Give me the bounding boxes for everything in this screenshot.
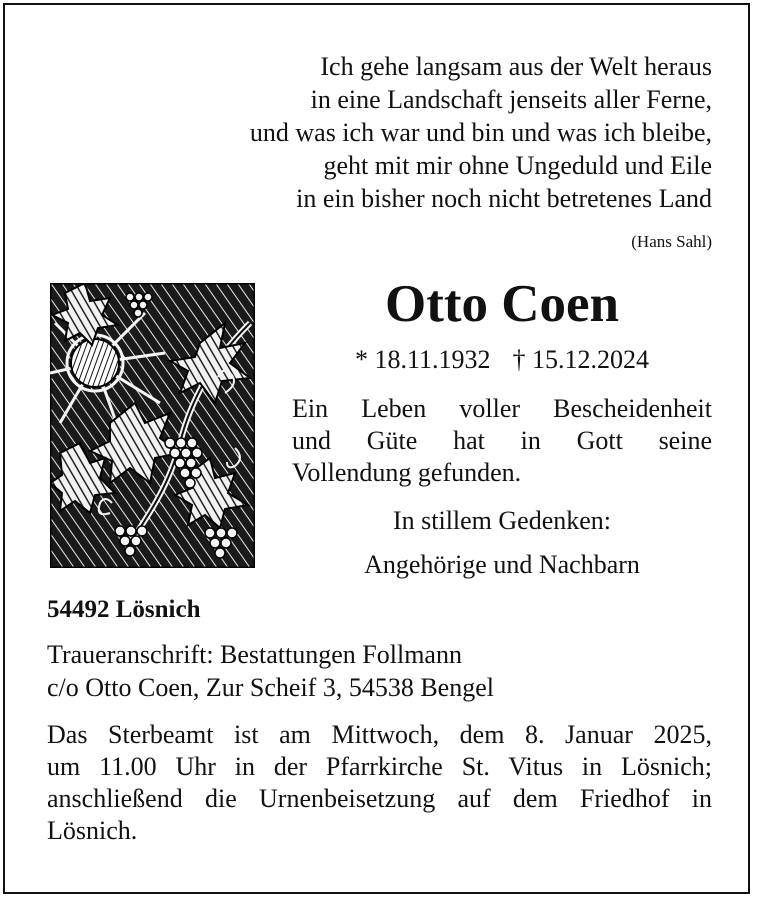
death-date: † 15.12.2024 <box>512 345 650 374</box>
service-line: Lösnich. <box>47 816 138 845</box>
life-dates <box>292 344 712 376</box>
address-line: Traueranschrift: Bestattungen Follmann <box>47 640 462 669</box>
service-line: um 11.00 Uhr in der Pfarrkirche St. Vitus in Lösnich; <box>47 752 712 781</box>
poem <box>92 50 712 215</box>
tribute-line: Ein Leben voller Bescheidenheit <box>292 394 712 423</box>
poem-line: in eine Landschaft jenseits aller Ferne, <box>310 85 712 114</box>
deceased-name: Otto Coen <box>384 275 620 333</box>
poem-line: in ein bisher noch nicht betretenes Land <box>296 184 712 213</box>
woodcut-grapevine-sun-image <box>50 283 255 568</box>
tribute-text <box>292 393 712 489</box>
service-line: anschließend die Urnenbeisetzung auf dem Friedhof in <box>47 784 712 813</box>
service-details <box>47 719 712 847</box>
place-of-residence: 54492 Lösnich <box>47 596 201 623</box>
address-line: c/o Otto Coen, Zur Scheif 3, 54538 Bengel <box>47 673 494 702</box>
tribute-line: und Güte hat in Gott seine <box>292 426 712 455</box>
poem-author: (Hans Sahl) <box>631 232 712 251</box>
service-line: Das Sterbeamt ist am Mittwoch, dem 8. Januar 2025, <box>47 720 712 749</box>
birth-date: * 18.11.1932 <box>354 345 491 374</box>
poem-line: geht mit mir ohne Ungeduld und Eile <box>323 151 712 180</box>
memory-heading: In stillem Gedenken: <box>392 506 612 535</box>
mourning-address <box>47 638 494 704</box>
poem-line: Ich gehe langsam aus der Welt heraus <box>320 52 712 81</box>
tribute-line: Vollendung gefunden. <box>292 458 522 487</box>
poem-line: und was ich war und bin und was ich bleibe, <box>249 118 712 147</box>
signers: Angehörige und Nachbarn <box>364 550 640 579</box>
